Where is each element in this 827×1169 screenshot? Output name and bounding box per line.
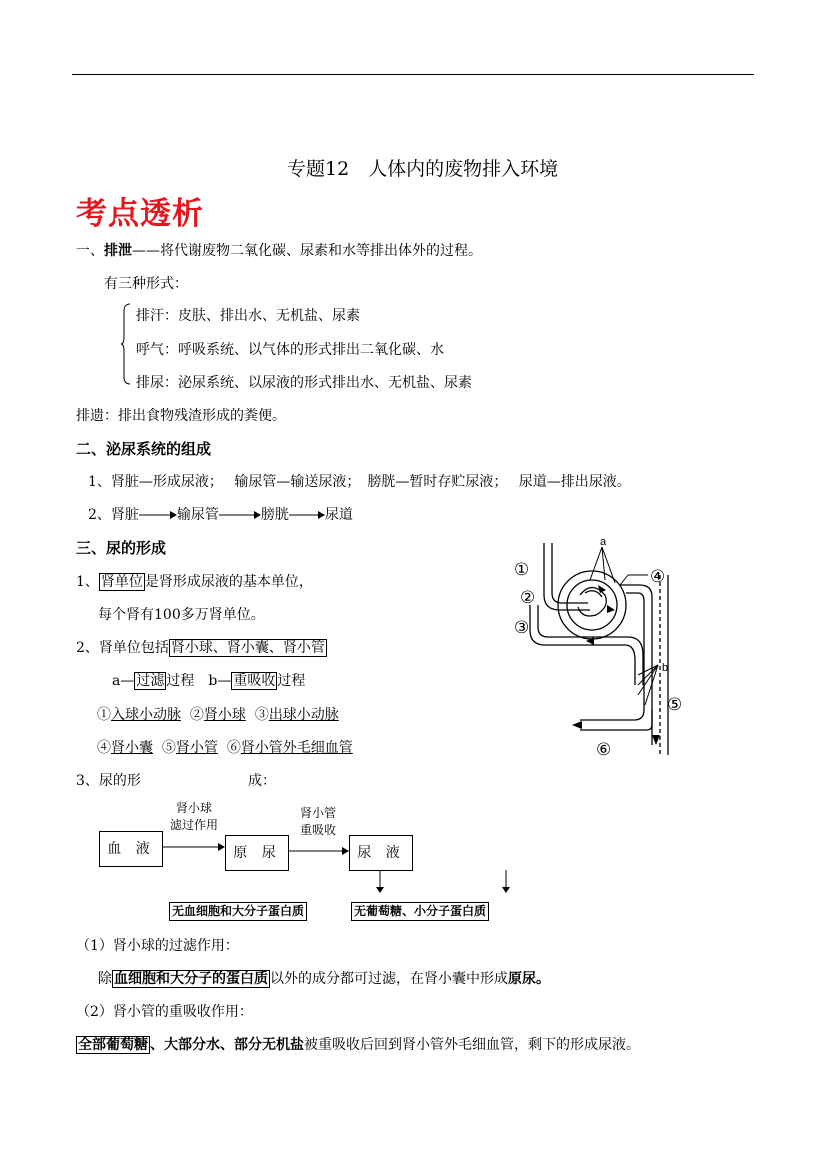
excretion-definition [76, 240, 482, 260]
arrow-right-icon [219, 510, 261, 520]
processes-line [112, 670, 305, 690]
diagram-label-3: ③ [514, 618, 530, 638]
p1-pre: 除 [98, 971, 112, 987]
nephron-parts-boxed: 肾小球、肾小囊、肾小管 [170, 640, 325, 656]
l1-number: 1、 [76, 574, 99, 590]
filtration-heading: （1）肾小球的过滤作用： [76, 938, 239, 954]
parts-row-1 [97, 704, 339, 724]
arrow-down-icon [501, 870, 511, 894]
part-num: ③ [254, 707, 269, 723]
egestion-line: 排遗：排出食物残渣形成的粪便。 [76, 408, 286, 424]
chain-kidney: 肾脏 [110, 507, 139, 523]
diagram-label-5: ⑤ [667, 695, 683, 715]
primary-urine-term: 原尿。 [508, 971, 550, 987]
glucose-boxed: 全部葡萄糖 [78, 1037, 148, 1053]
section-banner: 考点透析 [76, 196, 204, 232]
arrow-right-icon [162, 842, 226, 852]
nephron-count: 每个肾有100多万肾单位。 [98, 607, 265, 623]
p2-rest: 被重吸收后回到肾小管外毛细血管，剩下的形成尿液。 [304, 1037, 640, 1053]
arrow-right-icon [289, 510, 325, 520]
formation-line-b: 成： [248, 773, 276, 789]
p1-mid: 以外的成分都可过滤，在肾小囊中形成 [270, 971, 508, 987]
part-num: ① [97, 707, 111, 723]
diagram-a-label: a [600, 536, 607, 548]
page-title: 专题12 人体内的废物排入环境 [287, 158, 559, 180]
chain-ureter: 输尿管 [176, 507, 219, 523]
flow-box-urine: 尿 液 [349, 835, 413, 871]
note-primary-urine: 无血细胞和大分子蛋白质 [169, 902, 307, 921]
nephron-boxed: 肾单位 [100, 574, 143, 590]
flow-box-blood: 血 液 [99, 831, 163, 867]
arrow2-label-line2: 重吸收 [299, 823, 336, 837]
formation-line-a: 3、尿的形 [76, 773, 141, 789]
urinary-organs-line: 1、肾脏—形成尿液； 输尿管—输送尿液； 膀胱—暂时存贮尿液； 尿道—排出尿液。 [88, 474, 631, 490]
part-num: ④ [97, 740, 111, 756]
nephron-line [76, 571, 313, 591]
filtration-text [98, 968, 550, 988]
part-num: ② [189, 707, 204, 723]
section-heading-urinary: 二、泌尿系统的组成 [76, 440, 212, 458]
reabsorption-text [76, 1034, 640, 1054]
reabsorption-heading: （2）肾小管的重吸收作用： [76, 1004, 253, 1020]
part-glomerulus: 肾小球 [203, 707, 246, 723]
part-afferent: 入球小动脉 [111, 707, 181, 723]
nephron-parts-line [76, 637, 327, 657]
chain-number: 2、 [88, 507, 111, 523]
arrow-right-icon [288, 846, 350, 856]
forms-intro: 有三种形式： [104, 276, 188, 292]
note-urine: 无葡萄糖、小分子蛋白质 [351, 902, 489, 921]
diagram-label-2: ② [520, 588, 536, 608]
filtration-boxed: 过滤 [136, 673, 165, 689]
part-efferent: 出球小动脉 [268, 707, 339, 723]
part-tubule: 肾小管 [175, 740, 218, 756]
reabsorption-boxed: 重吸收 [233, 673, 276, 689]
arrow1-label-line2: 滤过作用 [169, 818, 218, 832]
nephron-diagram [510, 535, 700, 760]
arrow1-label-line1: 肾小球 [175, 801, 212, 815]
l1-rest: 是肾形成尿液的基本单位， [144, 574, 313, 590]
arrow2-label-line1: 肾小管 [299, 806, 336, 820]
diagram-b-label: b [662, 662, 669, 674]
diagram-label-6: ⑥ [596, 740, 612, 760]
part-num: ⑤ [161, 740, 176, 756]
filtration-boxed: 血细胞和大分子的蛋白质 [114, 971, 268, 987]
b-post: 过程 [277, 673, 306, 689]
l2-text: 2、肾单位包括 [76, 640, 169, 656]
parts-row-2 [97, 737, 353, 757]
part-capsule: 肾小囊 [111, 740, 153, 756]
chain-urethra: 尿道 [324, 507, 353, 523]
form-sweat: 排汗：皮肤、排出水、无机盐、尿素 [136, 308, 360, 324]
arrow1-label [163, 800, 225, 834]
flow-box-primary-urine: 原 尿 [225, 835, 289, 871]
arrow-down-icon [375, 870, 385, 894]
arrow2-label [287, 805, 349, 839]
brace-icon [121, 303, 131, 385]
a-post: 过程 b— [166, 673, 232, 689]
sec1-prefix: 一、 [76, 243, 104, 259]
chain-bladder: 膀胱 [260, 507, 289, 523]
header-rule [72, 74, 754, 75]
part-capillary: 肾小管外毛细血管 [240, 740, 353, 756]
section-heading-urine-formation: 三、尿的形成 [76, 539, 167, 557]
arrow-right-icon [139, 510, 177, 520]
a-prefix: a— [112, 673, 135, 689]
urinary-chain [88, 504, 353, 524]
reabsorbed-terms: 、大部分水、部分无机盐 [150, 1037, 304, 1053]
excretion-term: 排泄 [104, 243, 132, 259]
form-urine: 排尿：泌尿系统、以尿液的形式排出水、无机盐、尿素 [136, 375, 472, 391]
excretion-definition-text: ——将代谢废物二氧化碳、尿素和水等排出体外的过程。 [132, 243, 482, 259]
part-num: ⑥ [226, 740, 241, 756]
diagram-label-4: ④ [650, 567, 666, 587]
diagram-label-1: ① [514, 560, 530, 580]
form-exhale: 呼气：呼吸系统、以气体的形式排出二氧化碳、水 [136, 342, 444, 358]
